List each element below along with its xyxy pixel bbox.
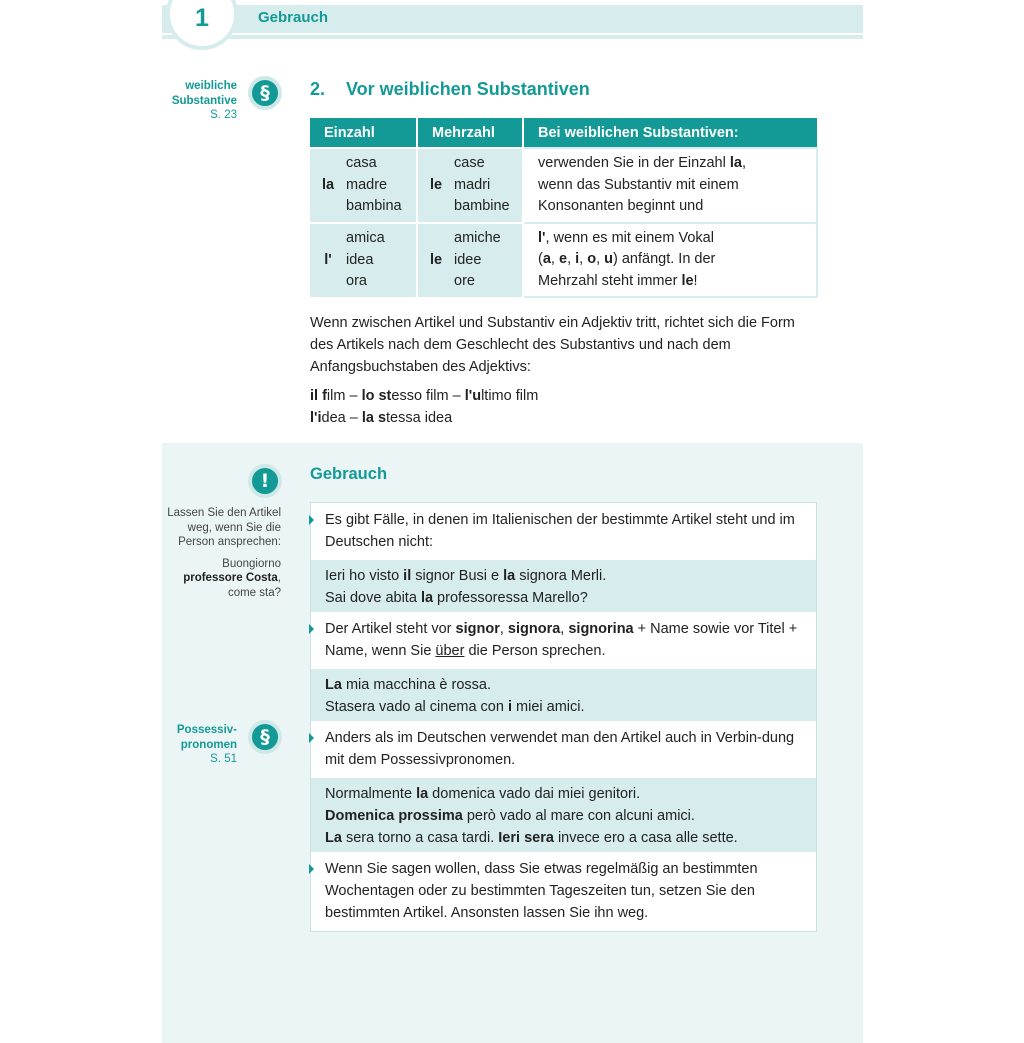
margin-ref-possessivpronomen[interactable]: Possessiv- pronomen S. 51 [176,724,237,765]
table-cell-plural: le case madri bambine [417,148,523,223]
article-table [310,118,818,298]
table-row [310,223,817,298]
rule-item: Der Artikel steht vor signor, signora, signorina + Name sowie vor Titel + Name, wenn Sie über die Person sprechen. [311,612,816,669]
chapter-header-rule [162,35,863,39]
example-block: Normalmente la domenica vado dai miei genitori. Domenica prossima però vado al mare con alcuni amici. La sera torno a casa tardi. Ieri sera invece ero a casa alle sette. [311,778,816,852]
table-header-mehrzahl: Mehrzahl [417,118,523,148]
gebrauch-title: Gebrauch [310,465,388,483]
example-line: il film – lo stesso film – l'ultimo film [310,388,539,404]
margin-note-ansprechen: Lassen Sie den Artikel weg, wenn Sie die Person ansprechen: Buongiorno professore Costa, come sta? [167,507,281,599]
table-cell-singular: l' amica idea ora [310,223,417,298]
margin-ref-weibliche-substantive[interactable]: weibliche Substantive S. 23 [171,80,237,121]
paragraph-icon: § [248,76,282,110]
gebrauch-rules-box [310,502,817,932]
example-line: l'idea – la stessa idea [310,410,453,426]
chapter-title: Gebrauch [258,9,329,26]
table-cell-singular: la casa madre bambina [310,148,417,223]
rule-item: Wenn Sie sagen wollen, dass Sie etwas regelmäßig an bestimmten Wochentagen oder zu bestimmten Tageszeiten tun, setzen Sie den bestimmten Artikel. Ansonsten lassen Sie ihn weg. [311,852,816,931]
example-block: La mia macchina è rossa. Stasera vado al cinema con i miei amici. [311,669,816,721]
table-header-explanation: Bei weiblichen Substantiven: [523,118,817,148]
section-title: 2. Vor weiblichen Substantiven [310,79,590,99]
exclamation-icon: ! [248,464,282,498]
paragraph-icon: § [248,720,282,754]
adjective-rule-paragraph: Wenn zwischen Artikel und Substantiv ein Adjektiv tritt, richtet sich die Form des Artikels nach dem Geschlecht des Substantivs und nach dem Anfangsbuchstaben des Adjektivs: [310,315,795,375]
table-header-einzahl: Einzahl [310,118,417,148]
table-cell-explanation: l', wenn es mit einem Vokal (a, e, i, o, u) anfängt. In der Mehrzahl steht immer le! [523,223,817,298]
table-row [310,148,817,223]
table-cell-explanation: verwenden Sie in der Einzahl la, wenn das Substantiv mit einem Konsonanten beginnt und [523,148,817,223]
table-cell-plural: le amiche idee ore [417,223,523,298]
rule-item: Anders als im Deutschen verwendet man den Artikel auch in Verbin-dung mit dem Possessivpronomen. [311,721,816,778]
example-block: Ieri ho visto il signor Busi e la signora Merli. Sai dove abita la professoressa Marello? [311,560,816,612]
rule-item: Es gibt Fälle, in denen im Italienischen der bestimmte Artikel steht und im Deutschen nicht: [311,503,816,560]
chapter-number: 1 [195,4,209,32]
